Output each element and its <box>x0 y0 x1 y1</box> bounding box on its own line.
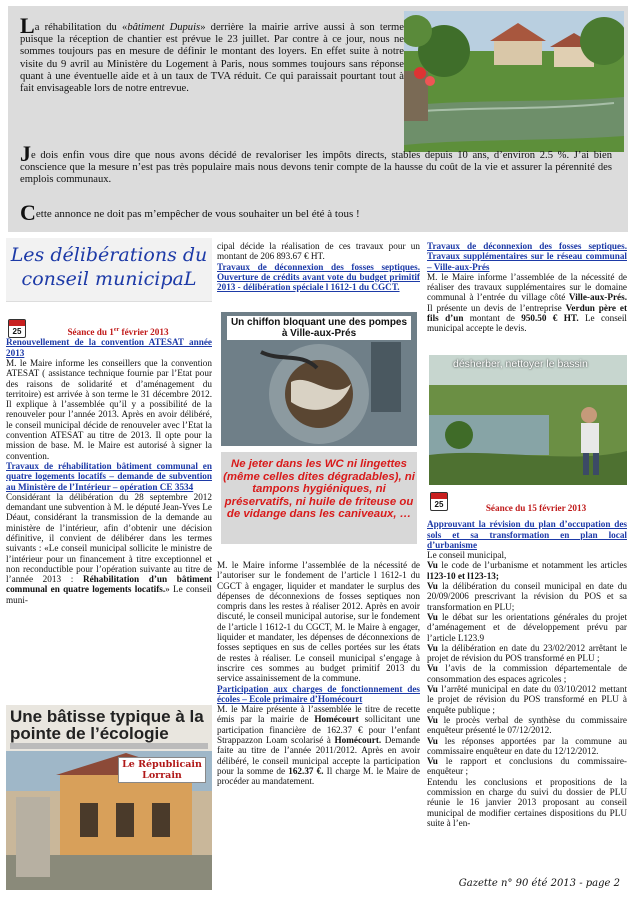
article-text: M. le Maire présente à l’assemblée le titre de recette émis par la mairie de Homécourt sollicitant une participation financière de 162.37 € pour l’enfant Strappazzon Loam scolarisé à Homécourt. Demande faite au titre de l’année 2011/2012. Après en avoir délibéré, le conseil municipal accepte la participation pour la somme de 162.37 €. Il charge M. le Maire de procéder au mandatement. <box>217 704 421 787</box>
seance-title: Séance du 1er février 2013 <box>67 327 169 338</box>
newspaper-logo: Le Républicain Lorrain <box>118 757 206 783</box>
editorial-paragraph: La réhabilitation du «bâtiment Dupuis» derrière la mairie arrive aussi à son terme puisque la réception de chantier est prévue le 23 juillet. Par contre à ce jour, nous ne sommes toujours pas en mesure de définir le montant des loyers. En effet suite à notre visite du 9 avril au Ministère du Logement à Paris, nous sommes toujours sans réponse quant à une éventuelle aide et à un taux de TVA réduit. Ce qui paraissait pourtant tout à fait envisageable lors de notre entrevue. <box>20 13 404 95</box>
article-text: M. le Maire informe l’assemblée de la nécessité de réaliser des travaux supplémentaires sur le domaine communal à l’entrée du village côté Ville-aux-Prés. Il présente un devis de l’entreprise Verdun père et fils d’un montant de 950.50 € HT. Le conseil municipal accepte le devis. <box>427 271 628 334</box>
garden-work-photo <box>429 355 627 485</box>
column-middle-lower <box>217 560 420 787</box>
photo-caption: Un chiffon bloquant une des pompes à Ville-aux-Prés <box>227 316 411 340</box>
calendar-icon: 25 <box>8 319 26 338</box>
column-right-lower: Séance du 15 février 2013 Approuvant la révision du plan d’occupation des sols et sa transformation en plan local d’urbanisme Le conseil municipal, Vu le code de l’urbanisme et notamment les articles l123-10 et l123-13; Vu la délibération du conseil municipal en date du 20/09/2006 prescrivant la révision du POS et sa transformation en PLU; Vu le débat sur les orientations générales du projet d’aménagement et de développement prévu par l’article L123.9 Vu la délibération en date du 23/02/2012 arrêtant le projet de révision du POS transformé en PLU ; Vu l’avis de la commission départementale de consommation des espaces agricoles ; Vu l’arrêté municipal en date du 03/10/2012 mettant le projet de révision du POS transformé en PLU à enquête publique ; Vu le procès verbal de synthèse du commissaire enquêteur présenté le 07/12/2012. Vu les réponses apportées par la commune au commissaire enquêteur en date du 12/12/2012. Vu le rapport et conclusions du commissaire-enquêteur ; Entendu les conclusions et propositions de la commission en charge du suivi du dossier de PLU réunie le 16 janvier 2013 proposant au conseil municipal de modifier certaines dispositions du PLU suite à l’en- <box>427 503 627 828</box>
page-footer: Gazette n° 90 été 2013 - page 2 <box>458 878 620 889</box>
newspaper-clipping <box>6 705 212 890</box>
drop-cap: C <box>20 200 36 225</box>
column-middle <box>217 241 420 292</box>
editorial-text <box>20 13 404 95</box>
article-title: Travaux de réhabilitation bâtiment communal en quatre logements locatifs – demande de subvention au Ministère de l’Intérieur – opération CE 3534 <box>6 460 212 492</box>
column-left <box>6 325 212 605</box>
column-right <box>427 241 627 334</box>
photo-caption: désherber, nettoyer le bassin <box>453 358 588 370</box>
editorial-closing: Cette annonce ne doit pas m’empêcher de vous souhaiter un bel été à tous ! <box>20 200 360 225</box>
drop-cap: J <box>20 141 31 166</box>
section-heading: Les délibérations du conseil municipaL <box>6 238 212 302</box>
article-title: Approuvant la révision du plan d’occupation des sols et sa transformation en plan local d’urbanisme <box>427 519 627 550</box>
article-text: M. le Maire informe les conseillers que la convention ATESAT ( assistance technique fournie par l’Etat pour des raisons de solidarité et d’aménagement du territoire) est arrivée à son terme le 31 décembre 2012. Il explique à l’assemblée qu’il y a possibilité de la renouveler pour l’année 2013. Après en avoir délibéré, le conseil municipal décide de renouveler avec l’Etat la convention ATESAT au titre de 2013. Il opte pour la mission de base. M. le Maire est autorisé à signer la convention. <box>6 357 212 461</box>
clipping-headline: Une bâtisse typique à la pointe de l’écologie <box>10 707 204 743</box>
article-title: Participation aux charges de fonctionnement des écoles – Ecole primaire d’Homécourt <box>217 683 420 704</box>
calendar-icon: 25 <box>430 492 448 511</box>
seance-title: Séance du 15 février 2013 <box>485 503 587 513</box>
article-text: M. le Maire informe l’assemblée de la nécessité de l’autoriser sur le fondement de l’article l 1612-1 du CGCT à engager, liquider et mandater le surplus des dépenses de déconnexions de fosses septiques non compris dans les restes à réaliser 2012. Après en avoir discuté, le conseil municipal autorise, sur le fondement de l’article l 1612-1 du CGCT, M. le Maire à engager, liquider et mandater, les dépenses de déconnexions de fosses septiques en sus de celles portées sur les états de restes à réaliser. Le conseil municipal s’engage à inscrire ces sommes au budget primitif 2013 du service assainissement de la commune. <box>217 560 420 684</box>
warning-box: Ne jeter dans les WC ni lingettes (même celles dites dégradables), ni tampons hygiéniques, ni préservatifs, ni huile de friteuse ou de vidange dans les caniveaux, … <box>221 452 417 544</box>
article-title: Renouvellement de la convention ATESAT année 2013 <box>6 337 212 358</box>
article-text: cipal décide la réalisation de ces travaux pour un montant de 206 893.67 € HT. <box>217 241 420 262</box>
article-text: Considérant la délibération du 28 septembre 2012 demandant une subvention à M. le député Jean-Yves Le Déaut, considérant la transmission de la demande au ministère de l’intérieur, afin d’obtenir une décision définitive, il convient de délibérer dans les termes suivants : «Le conseil municipal sollicite le ministre de l’intérieur pour un financement à titre exceptionnel et non reconductible pour l’opération suivante au titre de l’année 2013 : Réhabilitation d’un bâtiment communal en quatre logements locatifs.» Le conseil muni- <box>6 491 213 605</box>
editorial-taxes: Je dois enfin vous dire que nous avons décidé de revaloriser les impôts directs, stables depuis 10 ans, d’environ 2.5 %. J’ai bien conscience que la mesure n’est pas très populaire mais nous devons tenir compte de la hausse du coût de la vie et assurer la pérennité des emplois communaux. <box>20 141 612 186</box>
article-title: Travaux de déconnexion des fosses septiques. Travaux supplémentaires sur le réseau communal – Ville-aux-Prés <box>427 241 627 272</box>
drop-cap: L <box>20 13 35 38</box>
canal-photo <box>404 11 624 152</box>
article-title: Travaux de déconnexion des fosses septiques. Ouverture de crédits avant vote du budget primitif 2013 - délibération spéciale l 1612-1 du CGCT. <box>217 261 420 293</box>
clogged-pump-photo <box>221 312 417 446</box>
